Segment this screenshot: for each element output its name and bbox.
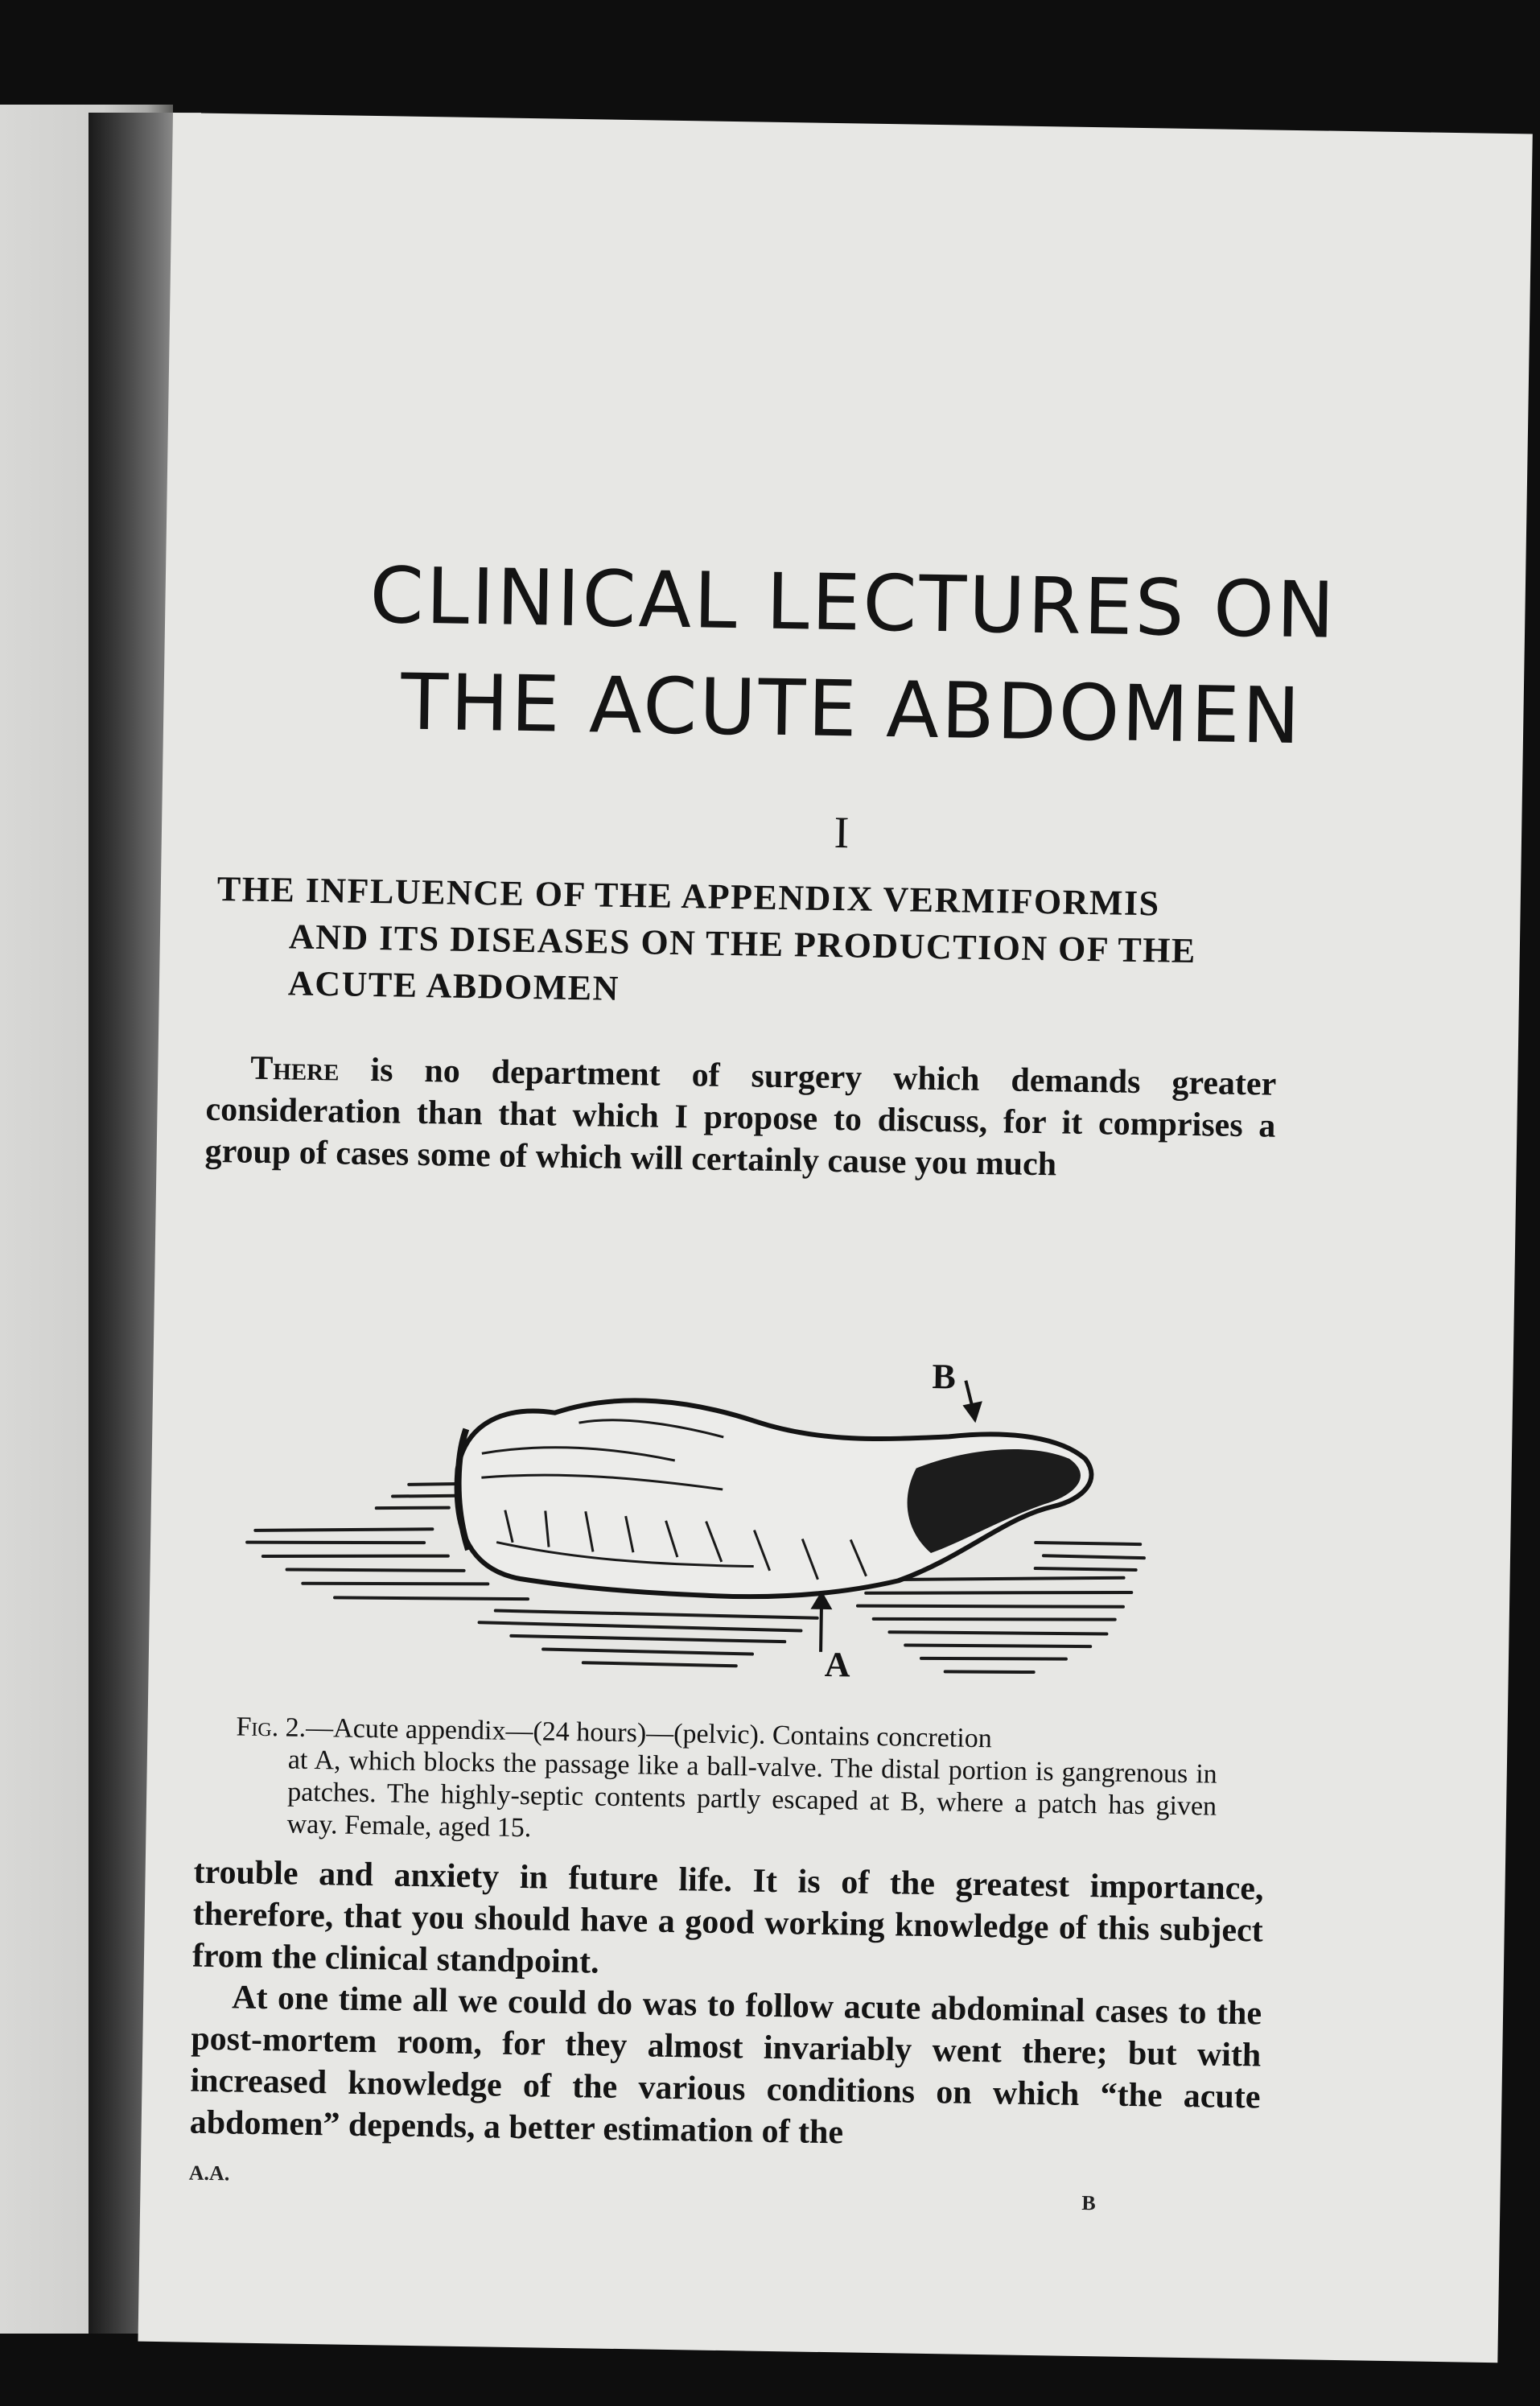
caption-rest: at A, which blocks the passage like a ball-valve. The distal portion is gangrenous in patches. The highly-septic contents partly escaped at B, where a patch has given way. Female, aged 15. [286,1745,1218,1844]
lecture-heading-rest: AND ITS DISEASES ON THE PRODUCTION OF THE ACUTE ABDOMEN [287,917,1197,1008]
book-page [138,113,1532,2363]
lecture-heading [216,866,1280,1023]
book-title [268,541,1438,772]
caption-lead: Fig. 2. [236,1712,307,1743]
title-line-1: CLINICAL LECTURES ON [369,550,1338,656]
lecture-heading-line-1: THE INFLUENCE OF THE APPENDIX VERMIFORMIS [216,868,1160,924]
paragraph-2: trouble and anxiety in future life. It is of the greatest importance, therefore, that you should have a good working knowledge of this subject from the clinical standpoint. [191,1853,1264,1981]
signature-right: B [1081,2191,1096,2215]
label-b: B [932,1357,957,1397]
paragraph-3: At one time all we could do was to follow acute abdominal cases to the post-mortem room, for they almost invariably went there; but with increased knowledge of the various conditions on which “the acute abdomen” depends, a better estimation of the [189,1979,1262,2152]
arrow-b [966,1381,981,1419]
paragraph-1 [204,1047,1276,1189]
paragraph-1-text: is no department of surgery which demands greater consideration than that which I propose to discuss, for it comprises a group of cases some of which will certainly cause you much [204,1051,1277,1184]
arrow-a [813,1594,830,1652]
appendix-illustration [237,1265,1160,1698]
figure-caption [234,1711,1217,1855]
title-line-2: THE ACUTE ABDOMEN [400,657,1303,762]
lecture-number: I [834,808,850,859]
paragraph-1-lead: There [249,1049,340,1089]
caption-first: —Acute appendix—(24 hours)—(pelvic). Contains concretion [305,1712,993,1754]
label-a: A [824,1644,850,1685]
signature-left: A.A. [188,2161,230,2186]
